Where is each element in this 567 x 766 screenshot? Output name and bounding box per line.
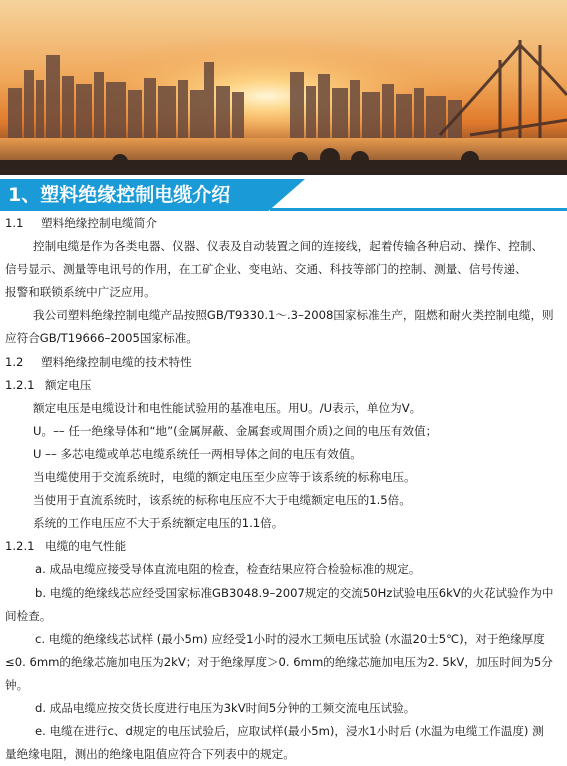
paragraph-line: 当电缆使用于交流系统时，电缆的额定电压至少应等于该系统的标称电压。	[33, 470, 416, 485]
paragraph-line: 额定电压是电缆设计和电性能试验用的基准电压。用U。/U表示，单位为V。	[33, 400, 422, 415]
heading-number: 1.2.1	[5, 377, 35, 392]
paragraph-line: 我公司塑料绝缘控制电缆产品按照GB/T9330.1～.3–2008国家标准生产，阻燃和耐火类控制电缆，则	[33, 308, 554, 323]
heading-number: 1.2	[5, 354, 24, 369]
section-heading	[5, 374, 563, 397]
paragraph-line: 系统的工作电压应不大于系统额定电压的1.1倍。	[33, 516, 284, 531]
section-title-bar	[0, 179, 567, 211]
section-heading	[5, 212, 563, 235]
paragraph-continuation: 信号显示、测量等电讯号的作用，在工矿企业、变电站、交通、科技等部门的控制、测量、信号传递、	[5, 262, 527, 277]
heading-number: 1.2.1	[5, 539, 35, 554]
section-heading	[5, 351, 563, 374]
paragraph-line: e. 电缆在进行c、d规定的电压试验后，应取试样(最小5m)，浸水1小时后 (水温为电缆工作温度) 测	[35, 724, 544, 739]
paragraph-line: d. 成品电缆应按交货长度进行电压为3kV时间5分钟的工频交流电压试验。	[35, 700, 416, 715]
paragraph-continuation: 报警和联锁系统中广泛应用。	[5, 285, 156, 300]
section-heading	[5, 535, 563, 558]
section-title: 1、塑料绝缘控制电缆介绍	[8, 184, 231, 206]
paragraph-line: 当使用于直流系统时，该系统的标称电压应不大于电缆额定电压的1.5倍。	[33, 493, 411, 508]
paragraph-continuation: 量绝缘电阻，测出的绝缘电阻值应符合下列表中的规定。	[5, 747, 295, 762]
paragraph-continuation: 间检查。	[5, 608, 52, 623]
heading-text: 塑料绝缘控制电缆的技术特性	[41, 354, 192, 369]
paragraph-continuation: 钟。	[5, 677, 29, 692]
title-underline	[270, 208, 567, 211]
heading-text: 电缆的电气性能	[45, 539, 127, 554]
paragraph-line: b. 电缆的绝缘线芯应经受国家标准GB3048.9–2007规定的交流50Hz试验电压6kV的火花试验作为中	[35, 585, 554, 600]
city-sunset-banner	[0, 0, 567, 175]
paragraph-line: U。–– 任一绝缘导体和“地”(金属屏蔽、金属套或周围介质)之间的电压有效值；	[33, 423, 438, 438]
paragraph-line: 控制电缆是作为各类电器、仪器、仪表及自动装置之间的连接线，起着传输各种启动、操作、控制、	[33, 239, 544, 254]
heading-text: 额定电压	[45, 377, 92, 392]
paragraph-line: c. 电缆的绝缘线芯试样 (最小5m) 应经受1小时的浸水工频电压试验 (水温20士5℃)，对于绝缘厚度	[35, 631, 545, 646]
document-body	[5, 212, 563, 766]
heading-text: 塑料绝缘控制电缆简介	[41, 216, 157, 230]
paragraph-line: a. 成品电缆应接受导体直流电阻的检查，检查结果应符合检验标准的规定。	[35, 562, 421, 577]
paragraph-continuation: ≤0. 6mm的绝缘芯施加电压为2kV；对于绝缘厚度＞0. 6mm的绝缘芯施加电压为2. 5kV，加压时间为5分	[5, 654, 553, 669]
heading-number: 1.1	[5, 216, 24, 230]
paragraph-line: U –– 多芯电缆或单芯电缆系统任一两相导体之间的电压有效值。	[33, 446, 362, 461]
paragraph-continuation: 应符合GB/T19666–2005国家标准。	[5, 331, 198, 346]
